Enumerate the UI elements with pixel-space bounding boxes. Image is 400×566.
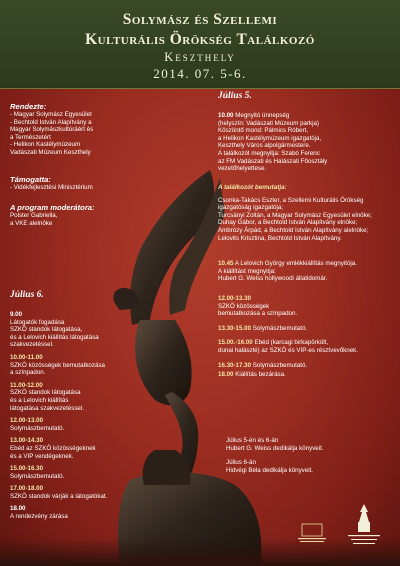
schedule-text: Ebéd (karcagi birkapörkölt,	[254, 339, 329, 347]
schedule-text: Ebéd az SZKÖ közösségeknek	[10, 444, 96, 452]
title-line-1: Solymász és Szellemi	[122, 11, 278, 28]
event-location: Keszthely	[164, 50, 236, 64]
schedule-text: dunai halászlé) az SZKÖ és VIP-es résztvevőknek.	[218, 346, 358, 354]
exhibition-block	[218, 260, 396, 283]
helikon-castle-museum-logo	[342, 500, 386, 550]
schedule-text: A Lelovich György emlékkiállítás megnyitója.	[234, 260, 357, 267]
july-5-schedule	[218, 295, 396, 379]
schedule-time: 13.00-14.30	[10, 437, 44, 445]
schedule-text: Keszthely Város alpolgármestere.	[218, 142, 311, 150]
schedule-time: 9.00	[10, 311, 23, 318]
schedule-text: SZKÖ közösségek bemutatkozása	[10, 361, 105, 369]
schedule-text: szakvezetéssel.	[10, 341, 54, 349]
organizer-line: Vadászati Múzeum Keszthely	[10, 148, 91, 156]
moderator-block	[10, 203, 160, 227]
signing-text: Július 6-án	[226, 459, 256, 466]
book-signing-1	[226, 437, 386, 452]
july-6-heading: Július 6.	[10, 290, 44, 300]
schedule-item	[218, 339, 396, 354]
organizers-heading: Rendezte:	[10, 102, 47, 111]
schedule-text: és a VIP vendégeknek.	[10, 452, 74, 460]
presenters-block	[218, 184, 396, 242]
organizer-line: - Bechtold István Alapítvány a	[10, 118, 92, 126]
schedule-text: SZKÖ közösségek	[218, 302, 270, 310]
schedule-time: 10.00-11.00	[10, 353, 43, 361]
schedule-time: 18.00	[218, 371, 234, 379]
museum-logo-small	[294, 520, 330, 546]
moderator-heading: A program moderátora:	[10, 203, 95, 212]
schedule-item	[10, 311, 160, 349]
signing-text: Hidvégi Béla dedikálja könyveit.	[226, 466, 314, 474]
schedule-item	[10, 437, 160, 460]
schedule-text: Látogatók fogadása	[10, 318, 65, 326]
supporters-heading: Támogatta:	[10, 175, 51, 184]
schedule-time: 11.00-12.00	[10, 381, 43, 389]
schedule-text: a Helikon Kastélymúzeum igazgatója,	[218, 134, 322, 142]
book-signing-2	[226, 459, 386, 474]
schedule-text: látogatása szakvezetéssel.	[10, 404, 84, 412]
schedule-text: Solymászbemutató.	[10, 424, 65, 432]
schedule-time: 15.00.-16.00	[218, 339, 253, 347]
schedule-item	[218, 295, 396, 318]
schedule-text: az FM Vadászati és Halászati Főosztály	[218, 157, 328, 165]
schedule-text: Solymászbemutató.	[252, 324, 308, 332]
supporters-block	[10, 175, 160, 192]
schedule-text: Solymászbemutató.	[10, 472, 65, 480]
presenter-line: Csonka-Takács Eszter, a Szellemi Kulturális Örökség	[218, 196, 364, 204]
schedule-item	[218, 325, 396, 333]
title-line-2: Kulturális Örökség Találkozó	[85, 31, 315, 48]
schedule-item	[10, 417, 160, 432]
schedule-text: A rendezvény zárása	[10, 513, 68, 521]
moderator-line: Polster Gabriella,	[10, 212, 58, 219]
presenter-line: Ambrózy Árpád, a Bechtold István Alapítvány alelnöke;	[218, 226, 369, 234]
schedule-text: A találkozót megnyitja: Szabó Ferenc	[218, 149, 320, 157]
schedule-text: és a Lelovich kiállítás	[10, 396, 69, 404]
schedule-text: A kiállítást megnyitja:	[218, 267, 276, 275]
schedule-text: bemutatkozása a színpadon.	[218, 310, 298, 318]
schedule-text: Solymászbemutató.	[252, 361, 308, 369]
footer-strip	[0, 538, 400, 566]
organizer-line: a Természetért	[10, 133, 51, 141]
supporter-line: - Vidékfejlesztési Minisztérium	[10, 184, 93, 191]
organizer-line: Magyar Solymászkultúráért és	[10, 126, 94, 134]
presenter-line: Duhay Gábor, a Bechtold István Alapítvány elnöke;	[218, 219, 358, 227]
schedule-item	[10, 382, 160, 412]
schedule-item	[10, 485, 160, 500]
schedule-time: 17.00-18.00	[10, 485, 44, 493]
presenters-heading: A találkozót bemutatja:	[218, 184, 287, 191]
event-date: 2014. 07. 5-6.	[153, 66, 247, 81]
schedule-item	[218, 362, 396, 370]
organizer-line: - Helikon Kastélymúzeum	[10, 141, 81, 149]
signing-text: Július 5-én és 6-án	[226, 437, 279, 444]
schedule-text: Megnyitó ünnepség	[235, 112, 290, 119]
schedule-text: SZKÖ standok látogatása,	[10, 326, 83, 334]
organizers-block	[10, 102, 160, 157]
presenter-line: igazgatóság igazgatója;	[218, 204, 284, 212]
schedule-text: SZKÖ standok látogatása	[10, 389, 81, 397]
schedule-text: (helyszín: Vadászati Múzeum parkja)	[218, 119, 319, 127]
schedule-item	[218, 371, 396, 379]
schedule-time: 10.00	[218, 112, 234, 119]
schedule-time: 16.30-17.30	[218, 361, 252, 369]
schedule-time: 18.00	[10, 505, 26, 513]
schedule-item	[10, 465, 160, 480]
presenter-line: Lelovits Krisztina, Bechtold István Alapítvány.	[218, 234, 342, 242]
schedule-text: és a Lelovich kiállítás látogatása	[10, 333, 99, 341]
opening-block	[218, 112, 394, 173]
schedule-text: a színpadon.	[10, 369, 46, 377]
schedule-text: Köszöntő mond: Pálmics Róbert,	[218, 127, 309, 135]
signing-text: Hubert G. Weiss dedikálja könyveit.	[226, 444, 324, 452]
schedule-time: 12.00-13.30	[218, 295, 252, 302]
presenter-line: Turcsányi Zoltán, a Magyar Solymász Egyesület elnöke;	[218, 211, 372, 219]
organizer-line: - Magyar Solymász Egyesület	[10, 111, 92, 118]
schedule-time: 15.00-16.30	[10, 465, 44, 473]
schedule-item	[10, 354, 160, 377]
schedule-time: 13.30-15.00	[218, 324, 252, 332]
title-banner	[0, 0, 400, 89]
july-6-schedule	[10, 311, 160, 526]
schedule-time: 10.45	[218, 260, 234, 267]
schedule-text: SZKÖ standok várják a látogatókat.	[10, 492, 108, 500]
schedule-text: vezetőhelyettese.	[218, 165, 267, 173]
schedule-time: 12.00-13.00	[10, 417, 44, 425]
schedule-text: Hubert G. Weiss hollywoodi állatidomár.	[218, 275, 328, 283]
july-5-heading: Július 5.	[218, 91, 252, 101]
schedule-text: Kiállítás bezárása.	[235, 371, 286, 379]
moderator-line: a VKE alelnöke	[10, 219, 53, 227]
schedule-item	[10, 505, 160, 520]
